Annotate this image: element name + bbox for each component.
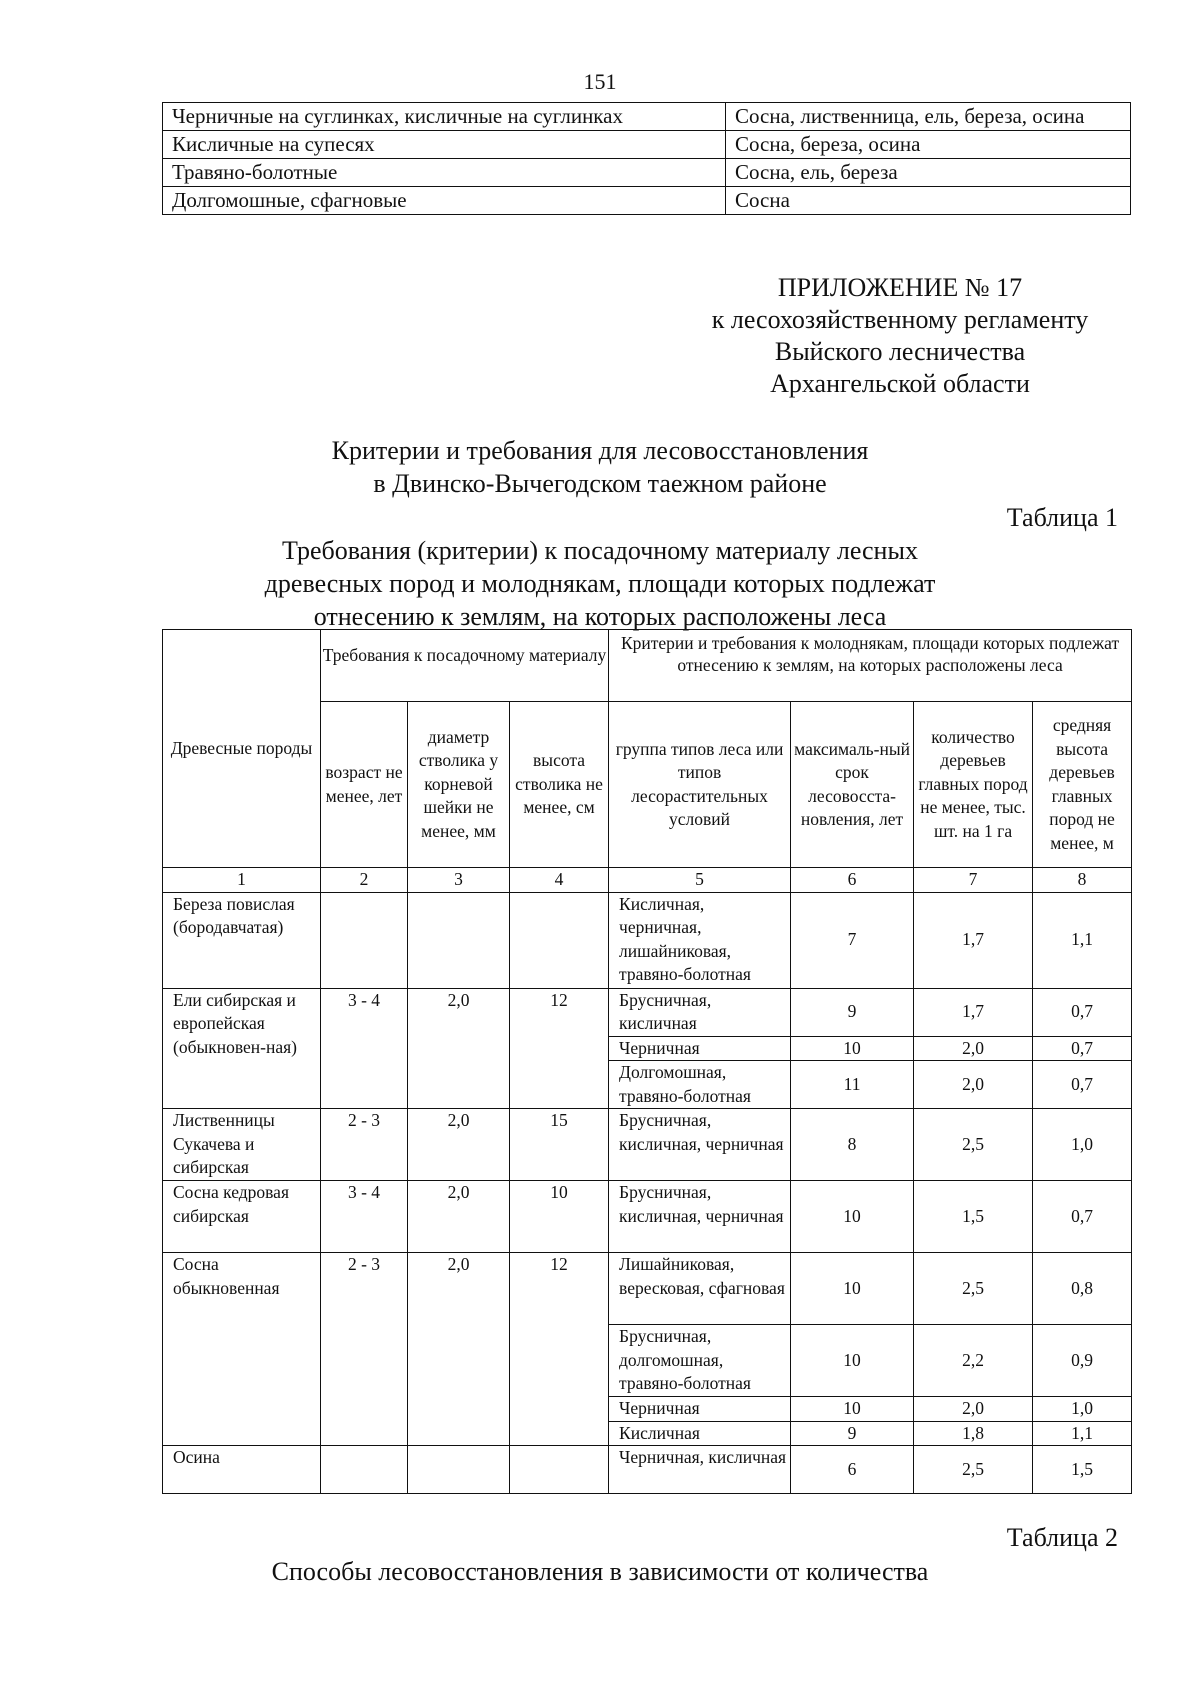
requirements-table <box>162 629 1132 1494</box>
column-number-row <box>163 868 1132 893</box>
diameter-cell <box>408 892 510 988</box>
term-cell: 9 <box>791 1421 914 1446</box>
term-cell: 6 <box>791 1446 914 1494</box>
column-number: 8 <box>1033 868 1132 893</box>
header-age: возраст не менее, лет <box>321 702 408 868</box>
table-row <box>163 1446 1132 1494</box>
diameter-cell: 2,0 <box>408 1181 510 1253</box>
column-number: 3 <box>408 868 510 893</box>
top-table-row <box>163 131 1131 159</box>
column-number: 7 <box>914 868 1033 893</box>
age-cell: 2 - 3 <box>321 1253 408 1446</box>
age-cell: 3 - 4 <box>321 1181 408 1253</box>
column-number: 5 <box>609 868 791 893</box>
table-title: древесных пород и молоднякам, площади которых подлежат <box>264 569 936 598</box>
section-title: в Двинско-Вычегодском таежном районе <box>373 469 827 498</box>
height-cell: 10 <box>510 1181 609 1253</box>
header-row <box>163 630 1132 702</box>
count-cell: 2,2 <box>914 1325 1033 1397</box>
species-cell: Сосна кедровая сибирская <box>163 1181 321 1253</box>
term-cell: 9 <box>791 988 914 1036</box>
table-row <box>163 988 1132 1036</box>
column-number: 6 <box>791 868 914 893</box>
avg-height-cell: 1,0 <box>1033 1397 1132 1422</box>
height-cell: 12 <box>510 988 609 1109</box>
count-cell: 2,0 <box>914 1061 1033 1109</box>
top-table-cell: Травяно-болотные <box>163 159 726 187</box>
header-forest-type: группа типов леса или типов лесорастительных условий <box>609 702 791 868</box>
term-cell: 10 <box>791 1253 914 1325</box>
table-label: Таблица 1 <box>1006 503 1118 532</box>
header-group-planting: Требования к посадочному материалу <box>321 630 609 702</box>
top-table-row <box>163 103 1131 131</box>
header-avg-height: средняя высота деревьев главных пород не менее, м <box>1033 702 1132 868</box>
column-number: 1 <box>163 868 321 893</box>
age-cell <box>321 892 408 988</box>
forest-type-cell: Кисличная <box>609 1421 791 1446</box>
age-cell <box>321 1446 408 1494</box>
diameter-cell: 2,0 <box>408 1253 510 1446</box>
top-table-cell: Сосна, ель, береза <box>726 159 1131 187</box>
avg-height-cell: 0,9 <box>1033 1325 1132 1397</box>
forest-type-cell: Черничная <box>609 1036 791 1061</box>
appendix-line: Архангельской области <box>770 369 1030 398</box>
count-cell: 2,5 <box>914 1253 1033 1325</box>
top-table <box>162 102 1131 215</box>
avg-height-cell: 0,7 <box>1033 1181 1132 1253</box>
section-title: Критерии и требования для лесовосстановления <box>331 436 869 465</box>
appendix-line: Выйского лесничества <box>774 337 1026 366</box>
diameter-cell <box>408 1446 510 1494</box>
column-number: 4 <box>510 868 609 893</box>
count-cell: 1,8 <box>914 1421 1033 1446</box>
forest-type-cell: Лишайниковая, вересковая, сфагновая <box>609 1253 791 1325</box>
term-cell: 10 <box>791 1181 914 1253</box>
header-tree-count: количество деревьев главных пород не менее, тыс. шт. на 1 га <box>914 702 1033 868</box>
top-table-row <box>163 159 1131 187</box>
age-cell: 3 - 4 <box>321 988 408 1109</box>
forest-type-cell: Брусничная, кисличная, черничная <box>609 1181 791 1253</box>
table-title: отнесению к землям, на которых расположены леса <box>313 602 887 631</box>
top-table-cell: Сосна, береза, осина <box>726 131 1131 159</box>
table-label: Таблица 2 <box>1006 1523 1118 1552</box>
count-cell: 2,0 <box>914 1036 1033 1061</box>
header-diameter: диаметр стволика у корневой шейки не менее, мм <box>408 702 510 868</box>
forest-type-cell: Брусничная, долгомошная, травяно-болотная <box>609 1325 791 1397</box>
avg-height-cell: 0,7 <box>1033 1061 1132 1109</box>
count-cell: 2,5 <box>914 1446 1033 1494</box>
header-group-young: Критерии и требования к молоднякам, площади которых подлежат отнесению к землям, на которых расположены леса <box>609 630 1132 702</box>
avg-height-cell: 0,7 <box>1033 1036 1132 1061</box>
avg-height-cell: 1,0 <box>1033 1109 1132 1181</box>
count-cell: 1,7 <box>914 892 1033 988</box>
table-row <box>163 1253 1132 1325</box>
term-cell: 10 <box>791 1397 914 1422</box>
height-cell <box>510 1446 609 1494</box>
forest-type-cell: Черничная <box>609 1397 791 1422</box>
avg-height-cell: 1,1 <box>1033 892 1132 988</box>
diameter-cell: 2,0 <box>408 1109 510 1181</box>
page-number: 151 <box>583 69 617 94</box>
avg-height-cell: 0,7 <box>1033 988 1132 1036</box>
term-cell: 10 <box>791 1036 914 1061</box>
term-cell: 8 <box>791 1109 914 1181</box>
species-cell: Береза повислая (бородавчатая) <box>163 892 321 988</box>
age-cell: 2 - 3 <box>321 1109 408 1181</box>
forest-type-cell: Черничная, кисличная <box>609 1446 791 1494</box>
table-row <box>163 1109 1132 1181</box>
species-cell: Осина <box>163 1446 321 1494</box>
height-cell: 15 <box>510 1109 609 1181</box>
height-cell: 12 <box>510 1253 609 1446</box>
top-table-row <box>163 187 1131 215</box>
term-cell: 7 <box>791 892 914 988</box>
forest-type-cell: Брусничная, кисличная, черничная <box>609 1109 791 1181</box>
top-table-cell: Сосна <box>726 187 1131 215</box>
height-cell <box>510 892 609 988</box>
table-row <box>163 892 1132 988</box>
header-max-term: максималь-ный срок лесовосста-новления, лет <box>791 702 914 868</box>
avg-height-cell: 0,8 <box>1033 1253 1132 1325</box>
table-title: Требования (критерии) к посадочному материалу лесных <box>282 536 918 565</box>
top-table-cell: Черничные на суглинках, кисличные на суглинках <box>163 103 726 131</box>
top-table-cell: Долгомошные, сфагновые <box>163 187 726 215</box>
header-species: Древесные породы <box>163 630 321 868</box>
appendix-title: ПРИЛОЖЕНИЕ № 17 <box>777 273 1023 302</box>
appendix-line: к лесохозяйственному регламенту <box>711 305 1089 334</box>
diameter-cell: 2,0 <box>408 988 510 1109</box>
species-cell: Сосна обыкновенная <box>163 1253 321 1446</box>
count-cell: 1,7 <box>914 988 1033 1036</box>
count-cell: 2,5 <box>914 1109 1033 1181</box>
term-cell: 11 <box>791 1061 914 1109</box>
count-cell: 2,0 <box>914 1397 1033 1422</box>
table-title: Способы лесовосстановления в зависимости от количества <box>271 1557 929 1586</box>
top-table-cell: Сосна, лиственница, ель, береза, осина <box>726 103 1131 131</box>
forest-type-cell: Долгомошная, травяно-болотная <box>609 1061 791 1109</box>
column-number: 2 <box>321 868 408 893</box>
forest-type-cell: Брусничная, кисличная <box>609 988 791 1036</box>
species-cell: Ели сибирская и европейская (обыкновен-ная) <box>163 988 321 1109</box>
top-table-cell: Кисличные на супесях <box>163 131 726 159</box>
avg-height-cell: 1,5 <box>1033 1446 1132 1494</box>
species-cell: Лиственницы Сукачева и сибирская <box>163 1109 321 1181</box>
header-height: высота стволика не менее, см <box>510 702 609 868</box>
term-cell: 10 <box>791 1325 914 1397</box>
table-row <box>163 1181 1132 1253</box>
count-cell: 1,5 <box>914 1181 1033 1253</box>
avg-height-cell: 1,1 <box>1033 1421 1132 1446</box>
forest-type-cell: Кисличная, черничная, лишайниковая, травяно-болотная <box>609 892 791 988</box>
